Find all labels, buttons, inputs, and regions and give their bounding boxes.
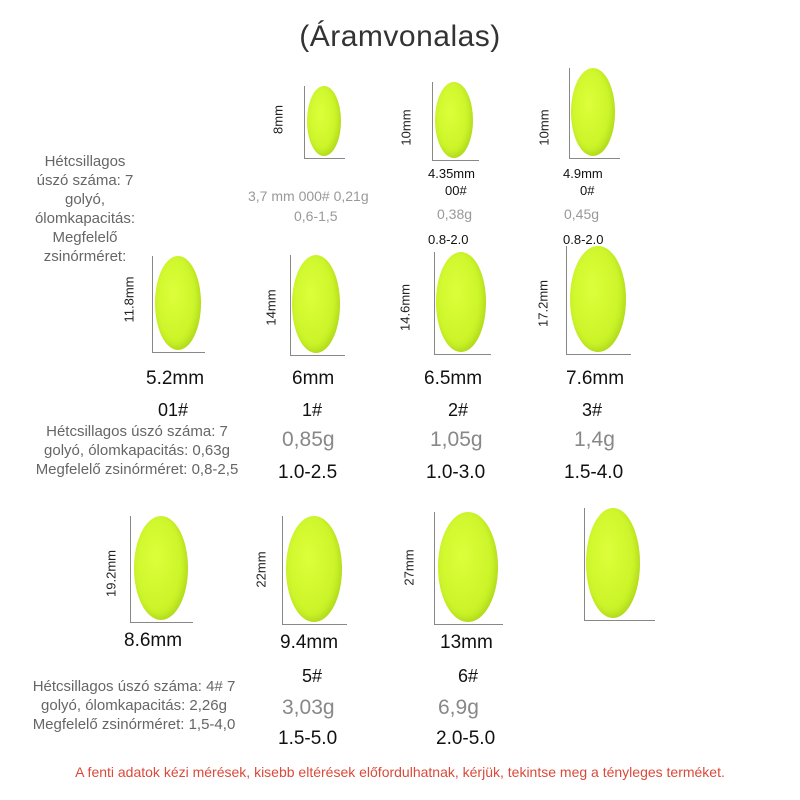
size-code: 6# — [458, 666, 479, 686]
weight-label: 6,9g — [438, 696, 479, 719]
float-6 — [438, 512, 498, 622]
float-5 — [286, 516, 342, 622]
size-code: 3# — [582, 400, 603, 420]
float-0-weight: 0,45g — [564, 206, 600, 222]
height-label: 17.2mm — [535, 280, 551, 327]
height-label: 14.6mm — [397, 284, 413, 331]
height-label: 27mm — [401, 549, 417, 586]
float-0-code: 0# — [580, 183, 595, 198]
height-label: 10mm — [398, 109, 414, 146]
width-label: 13mm — [440, 632, 493, 653]
width-label: 8.6mm — [124, 630, 183, 651]
spec-note-mid: Hétcsillagos úszó száma: 7 golyó, ólomkapacitás: 0,63g Megfelelő zsinórméret: 0,8-2,5 — [35, 423, 239, 478]
float-000-info: 3,7 mm 000# 0,21g — [248, 188, 369, 204]
width-label: 6.5mm — [424, 368, 483, 389]
height-label: 8mm — [270, 105, 286, 134]
weight-label: 1,4g — [574, 428, 615, 451]
width-label: 7.6mm — [566, 368, 625, 389]
float-00-range: 0.8-2.0 — [428, 232, 469, 247]
spec-note-bottom: Hétcsillagos úszó száma: 4# 7 golyó, ólomkapacitás: 2,26g Megfelelő zsinórméret: 1,5-4,0 — [32, 678, 236, 733]
float-00-weight: 0,38g — [437, 206, 473, 222]
line-range: 1.5-5.0 — [278, 728, 338, 749]
width-label: 5.2mm — [146, 368, 205, 389]
height-label: 19.2mm — [103, 550, 119, 597]
line-range: 1.5-4.0 — [564, 462, 624, 483]
width-label: 9.4mm — [280, 632, 339, 653]
size-code: 01# — [158, 400, 189, 420]
float-0-range: 0.8-2.0 — [563, 232, 604, 247]
float-extra — [586, 508, 640, 618]
float-0 — [571, 68, 615, 156]
page-title: (Áramvonalas) — [299, 20, 501, 53]
height-label: 22mm — [253, 551, 269, 588]
float-00 — [435, 82, 473, 158]
height-label: 10mm — [536, 109, 552, 146]
size-code: 5# — [302, 666, 323, 686]
weight-label: 3,03g — [282, 696, 335, 719]
float-1 — [292, 255, 340, 353]
weight-label: 1,05g — [430, 428, 483, 451]
float-01 — [155, 256, 201, 350]
weight-label: 0,85g — [282, 428, 335, 451]
float-00-code: 00# — [445, 183, 467, 198]
line-range: 1.0-3.0 — [426, 462, 486, 483]
line-range: 1.0-2.5 — [278, 462, 338, 483]
height-label: 11.8mm — [121, 276, 137, 323]
float-000-range: 0,6-1,5 — [294, 208, 338, 224]
spec-note-top: Hétcsillagos úszó száma: 7 golyó, ólomkapacitás: Megfelelő zsinórméret: — [34, 153, 136, 265]
line-range: 2.0-5.0 — [436, 728, 496, 749]
float-3 — [570, 246, 626, 352]
float-4 — [134, 516, 188, 620]
size-code: 1# — [302, 400, 323, 420]
width-label: 6mm — [292, 368, 335, 389]
float-2 — [436, 252, 486, 352]
float-00-width: 4.35mm — [428, 166, 475, 181]
height-label: 14mm — [263, 289, 279, 326]
float-000 — [307, 86, 341, 156]
float-0-width: 4.9mm — [563, 166, 603, 181]
size-code: 2# — [448, 400, 469, 420]
disclaimer-footer: A fenti adatok kézi mérések, kisebb eltérések előfordulhatnak, kérjük, tekintse meg a tényleges terméket. — [75, 764, 725, 780]
